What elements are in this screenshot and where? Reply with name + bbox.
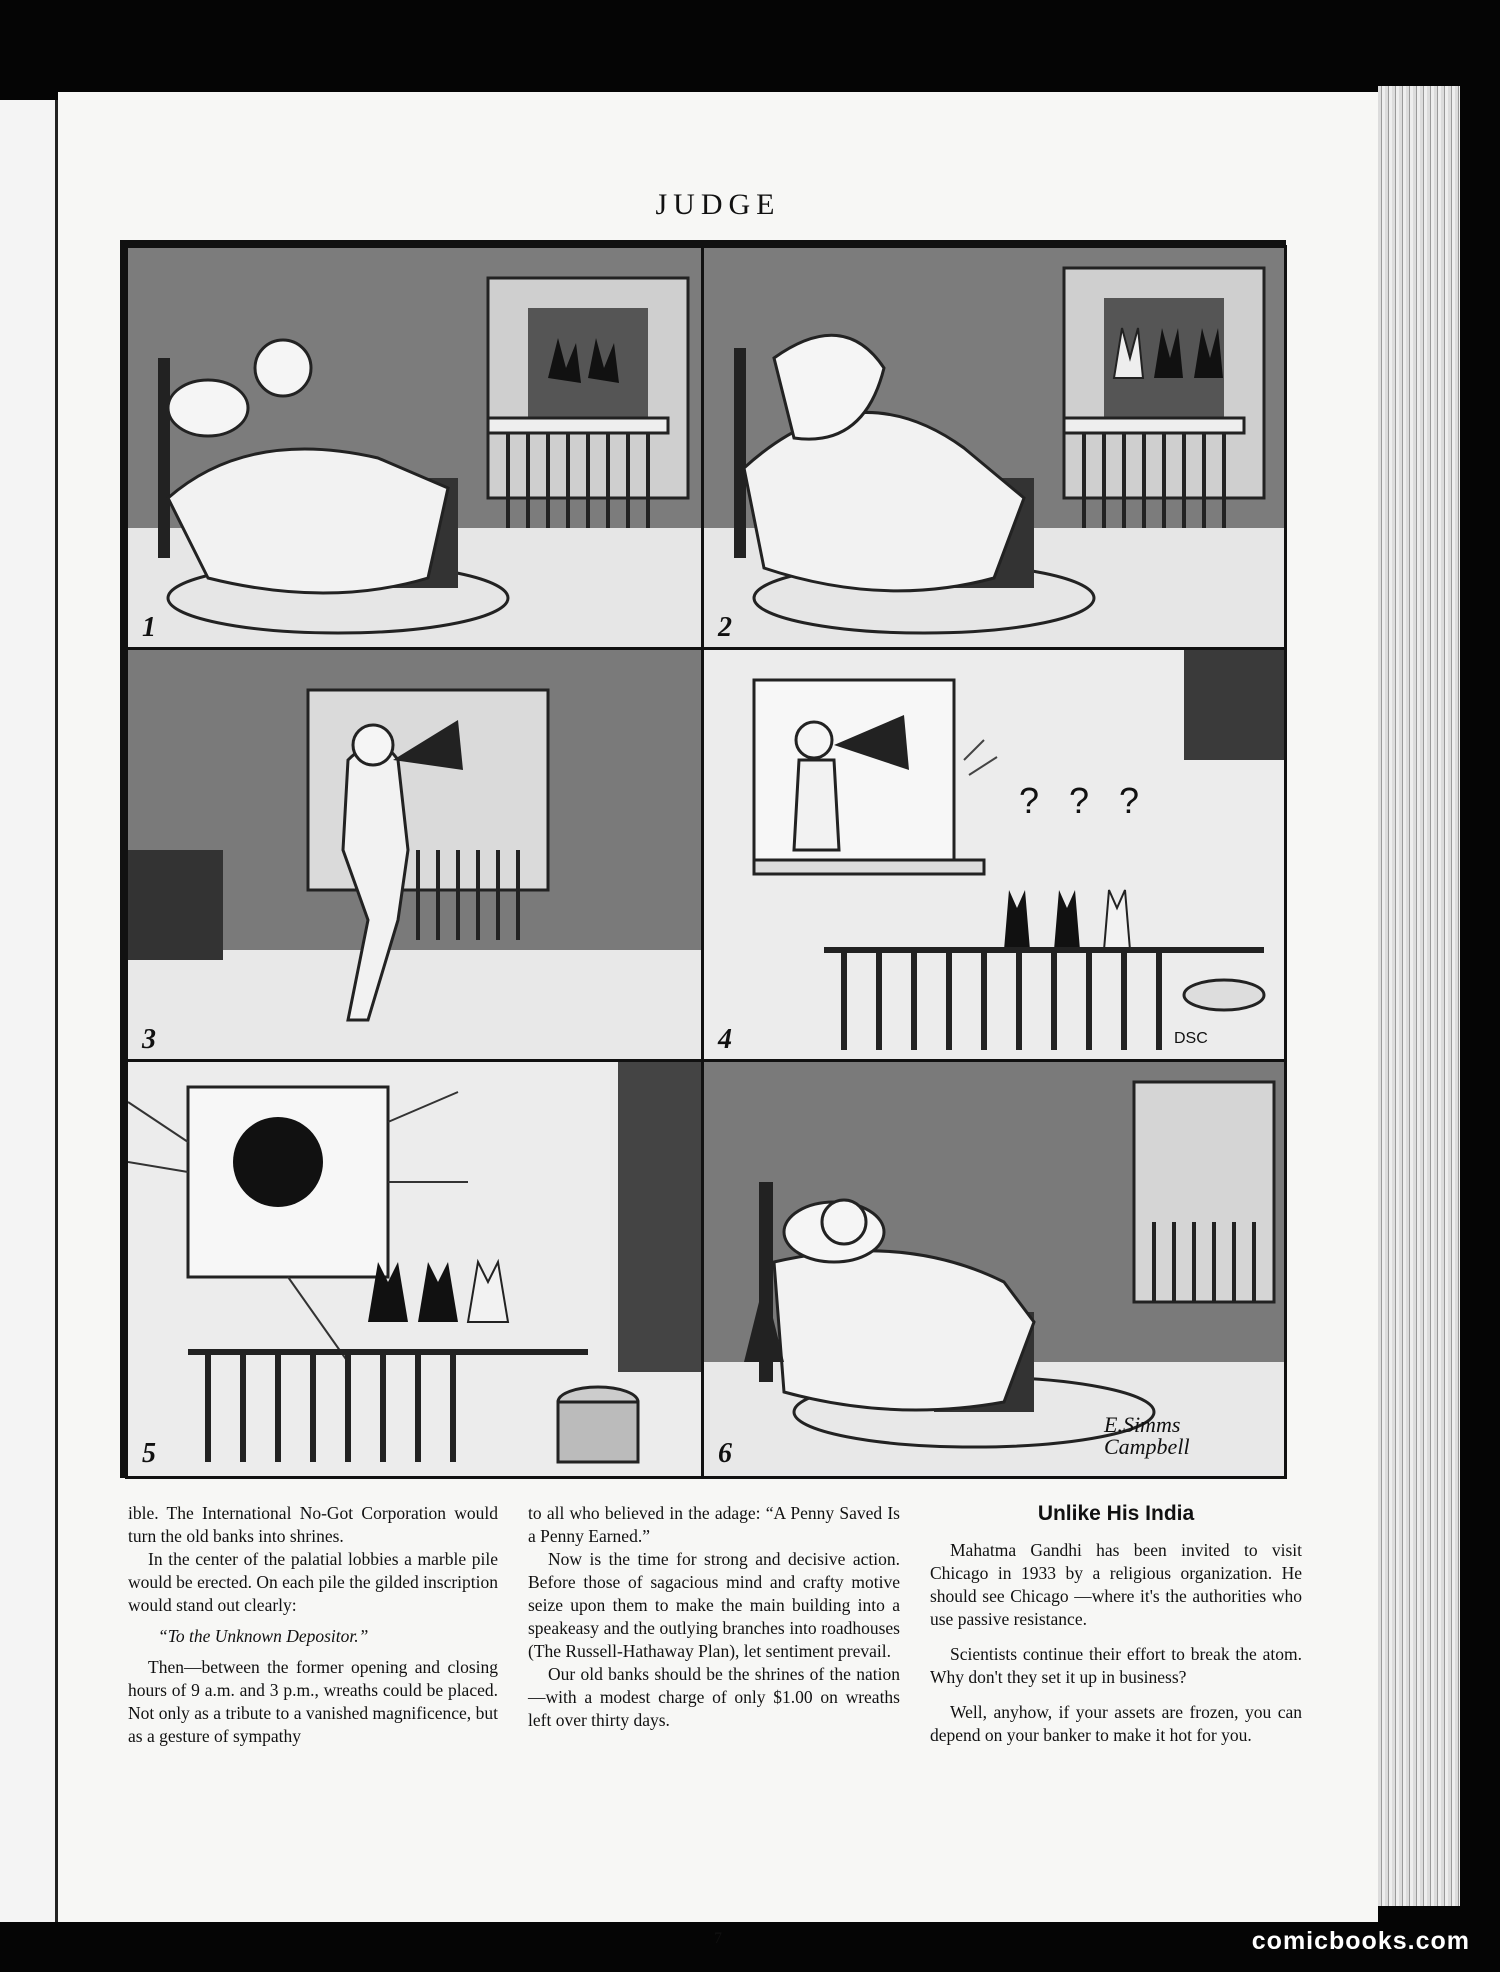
article-column-2: [528, 1502, 900, 1732]
signature-line-1: E.Simms: [1104, 1412, 1181, 1437]
article-paragraph: to all who believed in the adage: “A Penny Saved Is a Penny Earned.”: [528, 1503, 900, 1546]
sidebar-column: [930, 1502, 1302, 1747]
comic-panel-1: [125, 245, 707, 653]
signature-line-2: Campbell: [1104, 1434, 1190, 1459]
sidebar-paragraph: Scientists continue their effort to break the atom. Why don't they set it up in business?: [930, 1644, 1302, 1687]
question-mark: ?: [1069, 780, 1090, 821]
magazine-page: [58, 92, 1378, 1947]
comic-strip: [120, 240, 1286, 1478]
sidebar-heading: Unlike His India: [1037, 1502, 1195, 1525]
panel-number: 3: [142, 1024, 156, 1055]
article-paragraph: Now is the time for strong and decisive action. Before those of sagacious mind and crafty motive seize upon them to make the main building into a speakeasy and the outlying branches into roadhouses (The Russell-Hathaway Plan), let sentiment prevail.: [528, 1549, 900, 1661]
comic-panel-3: [125, 647, 707, 1065]
panel-5-drawing: [128, 1062, 704, 1476]
sidebar-paragraph: Mahatma Gandhi has been invited to visit Chicago in 1933 by a religious organization. He should see Chicago —where it's the authorities who use passive resistance.: [930, 1540, 1302, 1629]
artist-initials: DSC: [1174, 1030, 1208, 1047]
comic-panel-4: [701, 647, 1287, 1065]
panel-number: 5: [142, 1438, 156, 1469]
question-mark: ?: [1119, 780, 1140, 821]
panel-number: 1: [142, 612, 156, 643]
comic-panel-6: [701, 1059, 1287, 1479]
article-paragraph: Then—between the former opening and closing hours of 9 a.m. and 3 p.m., wreaths could be placed. Not only as a tribute to a vanished magnificence, but as a gesture of sympathy: [128, 1657, 498, 1746]
page-number: 7: [714, 1930, 722, 1947]
inscription-quote: “To the Unknown Depositor.”: [158, 1626, 369, 1646]
panel-2-drawing: [704, 248, 1284, 650]
article-paragraph: ible. The International No-Got Corporation would turn the old banks into shrines.: [128, 1503, 498, 1546]
facing-page-edge: [0, 100, 58, 1922]
panel-4-drawing: [704, 650, 1284, 1062]
book-page-edges: [1378, 86, 1460, 1906]
artist-signature: [1104, 1414, 1190, 1458]
article-paragraph: Our old banks should be the shrines of the nation—with a modest charge of only $1.00 on wreaths left over thirty days.: [528, 1664, 900, 1730]
panel-6-drawing: [704, 1062, 1284, 1476]
panel-1-drawing: [128, 248, 704, 650]
article-paragraph: In the center of the palatial lobbies a marble pile would be erected. On each pile the gilded inscription would stand out clearly:: [128, 1549, 498, 1615]
panel-3-drawing: [128, 650, 704, 1062]
question-mark: ?: [1019, 780, 1040, 821]
panel-number: 2: [718, 612, 732, 643]
magazine-title: JUDGE: [655, 188, 781, 221]
comic-panel-5: [125, 1059, 707, 1479]
panel-number: 6: [718, 1438, 732, 1469]
panel-number: 4: [718, 1024, 732, 1055]
article-column-1: [128, 1502, 498, 1748]
comic-panel-2: [701, 245, 1287, 653]
site-watermark: comicbooks.com: [1251, 1927, 1470, 1955]
sidebar-paragraph: Well, anyhow, if your assets are frozen, you can depend on your banker to make it hot for you.: [930, 1702, 1302, 1745]
